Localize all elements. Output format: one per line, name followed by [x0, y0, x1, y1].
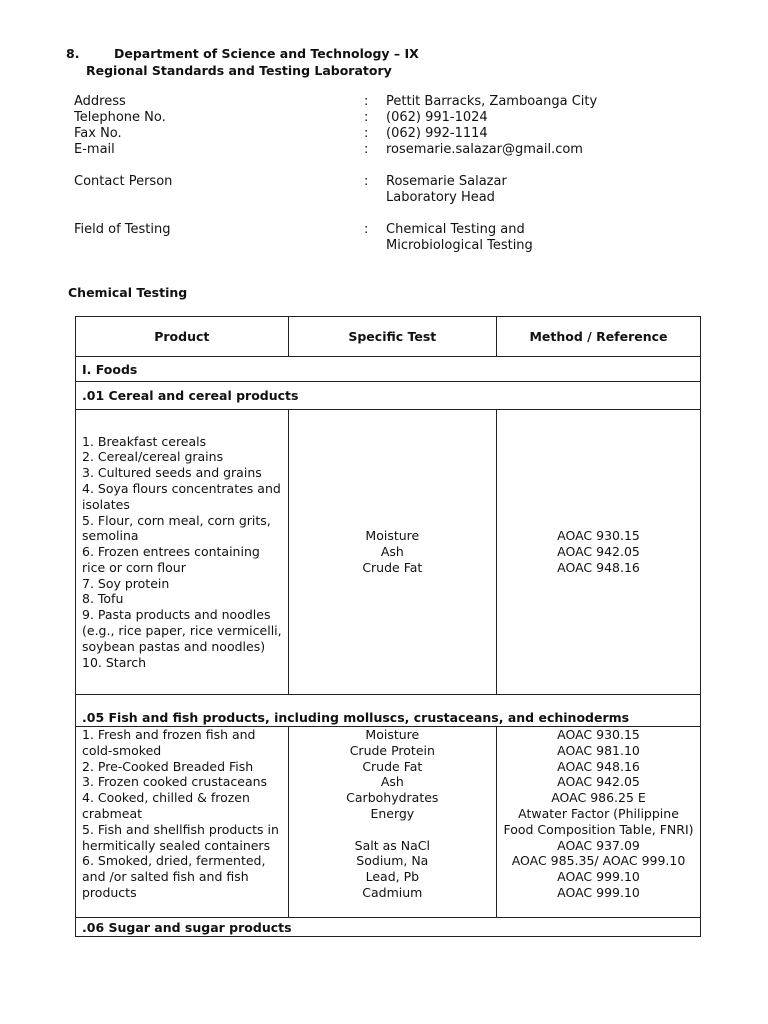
- cell-line: Food Composition Table, FNRI): [503, 821, 694, 837]
- field-row: [74, 222, 714, 238]
- cell-line: 8. Tofu: [82, 591, 124, 607]
- cell-line: [295, 822, 490, 838]
- sugar-category-label: .06 Sugar and sugar products: [76, 918, 701, 937]
- address-label: Address: [74, 94, 126, 109]
- cell-line: Crude Fat: [362, 758, 423, 774]
- cell-line: 5. Fish and shellfish products in: [82, 821, 279, 837]
- field-value-line1: Chemical Testing and: [386, 222, 525, 237]
- cell-line: Crude Fat: [362, 559, 423, 575]
- contact-name: Rosemarie Salazar: [386, 174, 507, 189]
- header-method: Method / Reference: [497, 317, 701, 357]
- fish-category-row: [76, 695, 701, 727]
- cell-line: Cadmium: [362, 884, 423, 900]
- cell-line: Energy: [370, 805, 415, 821]
- cell-line: isolates: [82, 496, 130, 512]
- fish-methods-cell: [497, 727, 701, 918]
- cell-line: 10. Starch: [82, 654, 147, 670]
- cell-line: 7. Soy protein: [82, 575, 170, 591]
- cereal-category-label: .01 Cereal and cereal products: [76, 382, 701, 410]
- cell-line: 4. Soya flours concentrates and: [82, 480, 281, 496]
- cell-line: AOAC 942.05: [557, 544, 640, 560]
- header-product: Product: [76, 317, 289, 357]
- fish-tests-cell: [288, 727, 496, 918]
- cell-line: Carbohydrates: [346, 790, 439, 806]
- cell-line: 6. Smoked, dried, fermented,: [82, 853, 266, 869]
- cereal-category-row: [76, 382, 701, 410]
- table-header-row: [76, 317, 701, 357]
- cell-line: AOAC 981.10: [557, 742, 640, 758]
- cell-line: Crude Protein: [349, 742, 435, 758]
- colon: :: [364, 174, 369, 189]
- telephone-value: (062) 991-1024: [386, 110, 488, 125]
- fish-products-cell: [76, 727, 289, 918]
- cell-line: 9. Pasta products and noodles: [82, 607, 271, 623]
- fish-row: [76, 727, 701, 918]
- field-value-line2: Microbiological Testing: [386, 238, 533, 253]
- cell-line: 3. Cultured seeds and grains: [82, 465, 262, 481]
- cell-line: 5. Flour, corn meal, corn grits,: [82, 512, 271, 528]
- cell-line: Salt as NaCl: [354, 837, 430, 853]
- cell-line: hermitically sealed containers: [82, 837, 271, 853]
- cell-line: AOAC 930.15: [557, 727, 640, 742]
- sugar-category-row: [76, 918, 701, 937]
- colon: :: [364, 110, 369, 125]
- cell-line: 3. Frozen cooked crustaceans: [82, 774, 268, 790]
- cereal-products-cell: [76, 410, 289, 695]
- fax-label: Fax No.: [74, 126, 122, 141]
- cell-line: soybean pastas and noodles): [82, 638, 266, 654]
- cell-line: AOAC 985.35/ AOAC 999.10: [511, 853, 686, 869]
- cereal-methods-cell: [497, 410, 701, 695]
- laboratory-name: Regional Standards and Testing Laboratory: [86, 63, 392, 78]
- cell-line: rice or corn flour: [82, 559, 186, 575]
- email-value: rosemarie.salazar@gmail.com: [386, 142, 583, 157]
- cell-line: and /or salted fish and fish: [82, 869, 249, 885]
- cell-line: 6. Frozen entrees containing: [82, 544, 260, 560]
- cell-line: cold-smoked: [82, 742, 162, 758]
- cell-line: Moisture: [365, 528, 420, 544]
- cell-line: Ash: [380, 544, 404, 560]
- fish-category-label: .05 Fish and fish products, including molluscs, crustaceans, and echinoderms: [76, 695, 701, 727]
- address-row: [74, 94, 714, 110]
- cell-line: AOAC 999.10: [557, 884, 640, 900]
- telephone-row: [74, 110, 714, 126]
- cell-line: 1. Fresh and frozen fish and: [82, 727, 256, 742]
- cell-line: AOAC 986.25 E: [551, 790, 646, 806]
- cell-line: AOAC 930.15: [557, 528, 640, 544]
- email-row: [74, 142, 714, 158]
- cell-line: Atwater Factor (Philippine: [518, 805, 679, 821]
- cell-line: Lead, Pb: [365, 869, 420, 885]
- cell-line: Moisture: [365, 727, 420, 742]
- colon: :: [364, 94, 369, 109]
- cell-line: crabmeat: [82, 805, 143, 821]
- cell-line: AOAC 948.16: [557, 758, 640, 774]
- foods-row: [76, 357, 701, 382]
- cell-line: Ash: [380, 774, 404, 790]
- agency-name: Department of Science and Technology – IX: [114, 46, 419, 61]
- cell-line: 2. Pre-Cooked Breaded Fish: [82, 758, 254, 774]
- foods-label: I. Foods: [76, 357, 701, 382]
- cell-line: AOAC 942.05: [557, 774, 640, 790]
- testing-table: [75, 316, 701, 937]
- address-value: Pettit Barracks, Zamboanga City: [386, 94, 598, 109]
- contact-info: [74, 94, 714, 254]
- section-number: 8.: [66, 46, 80, 61]
- cell-line: semolina: [82, 528, 139, 544]
- cell-line: 1. Breakfast cereals: [82, 433, 207, 449]
- telephone-label: Telephone No.: [74, 110, 166, 125]
- cell-line: AOAC 948.16: [557, 559, 640, 575]
- cell-line: Sodium, Na: [356, 853, 429, 869]
- cell-line: 2. Cereal/cereal grains: [82, 449, 224, 465]
- colon: :: [364, 222, 369, 237]
- colon: :: [364, 142, 369, 157]
- chemical-testing-heading: Chemical Testing: [68, 285, 188, 300]
- colon: :: [364, 126, 369, 141]
- contact-title: Laboratory Head: [386, 190, 495, 205]
- cereal-tests-cell: [288, 410, 496, 695]
- contact-label: Contact Person: [74, 174, 173, 189]
- fax-row: [74, 126, 714, 142]
- cell-line: (e.g., rice paper, rice vermicelli,: [82, 623, 282, 639]
- cell-line: AOAC 937.09: [557, 837, 640, 853]
- cell-line: products: [82, 884, 137, 900]
- cell-line: 4. Cooked, chilled & frozen: [82, 790, 250, 806]
- field-label: Field of Testing: [74, 222, 171, 237]
- email-label: E-mail: [74, 142, 115, 157]
- header-specific-test: Specific Test: [288, 317, 496, 357]
- fax-value: (062) 992-1114: [386, 126, 488, 141]
- contact-row: [74, 174, 714, 190]
- cereal-row: [76, 410, 701, 695]
- cell-line: AOAC 999.10: [557, 869, 640, 885]
